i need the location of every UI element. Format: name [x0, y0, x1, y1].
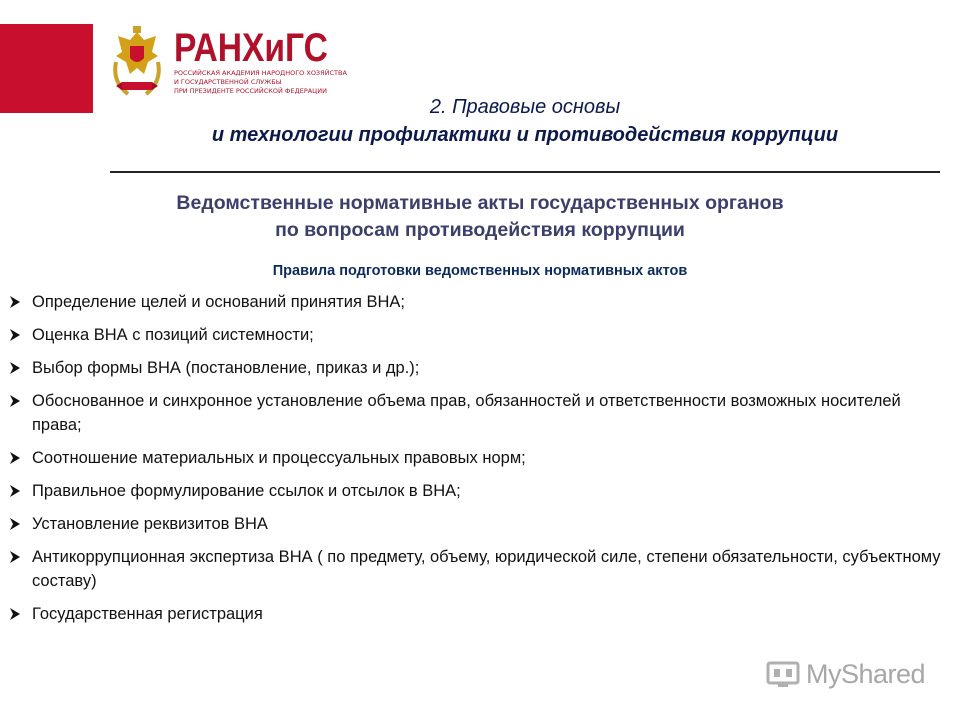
list-item-text: Правильное формулирование ссылок и отсылок в ВНА;: [32, 482, 461, 500]
myshared-watermark: [766, 655, 936, 693]
list-item: [8, 446, 948, 470]
list-item: [8, 389, 948, 437]
list-item: [8, 602, 948, 626]
arrow-bullet-icon: [8, 356, 32, 380]
watermark-text: MyShared: [806, 658, 926, 689]
list-item-text: Соотношение материальных и процессуальных правовых норм;: [32, 449, 526, 467]
list-item: [8, 323, 948, 347]
arrow-bullet-icon: [8, 446, 32, 470]
arrow-bullet-icon: [8, 290, 32, 314]
subtitle-line1: Ведомственные нормативные акты государственных органов: [176, 192, 784, 214]
ranepa-emblem-icon: [108, 22, 166, 100]
list-item-text: Выбор формы ВНА (постановление, приказ и др.);: [32, 359, 420, 377]
list-item: [8, 545, 948, 593]
list-item: [8, 356, 948, 380]
arrow-bullet-icon: [8, 323, 32, 347]
list-item: [8, 290, 948, 314]
list-item-text: Обоснованное и синхронное установление объема прав, обязанностей и ответственности возможных носителей права;: [32, 392, 901, 434]
logo-subtitle-line: И ГОСУДАРСТВЕННОЙ СЛУЖБЫ: [174, 78, 282, 86]
logo-subtitle-line: ПРИ ПРЕЗИДЕНТЕ РОССИЙСКОЙ ФЕДЕРАЦИИ: [174, 87, 327, 95]
myshared-logo-icon: [766, 659, 800, 689]
list-item-text: Государственная регистрация: [32, 605, 263, 623]
list-item-text: Антикоррупционная экспертиза ВНА ( по предмету, объему, юридической силе, степени обязательности, субъектному составу): [32, 548, 941, 590]
bullet-list: [8, 290, 948, 635]
title-divider: [110, 171, 940, 173]
arrow-bullet-icon: [8, 389, 32, 413]
arrow-bullet-icon: [8, 602, 32, 626]
list-item-text: Определение целей и оснований принятия ВНА;: [32, 293, 405, 311]
logo-title: РАНХиГС: [174, 26, 328, 70]
list-item: [8, 512, 948, 536]
rules-heading: Правила подготовки ведомственных нормативных актов: [272, 263, 688, 279]
slide-subtitle: [40, 190, 920, 244]
list-item-text: Оценка ВНА с позиций системности;: [32, 326, 314, 344]
arrow-bullet-icon: [8, 545, 32, 569]
arrow-bullet-icon: [8, 512, 32, 536]
section-title: [110, 93, 940, 149]
ranepa-wordmark: [174, 26, 347, 98]
list-item-text: Установление реквизитов ВНА: [32, 515, 268, 533]
subtitle-line2: по вопросам противодействия коррупции: [275, 219, 685, 241]
section-title-line1: 2. Правовые основы: [429, 96, 621, 118]
arrow-bullet-icon: [8, 479, 32, 503]
section-title-line2: и технологии профилактики и противодействия коррупции: [211, 124, 839, 146]
logo-subtitle-line: РОССИЙСКАЯ АКАДЕМИЯ НАРОДНОГО ХОЗЯЙСТВА: [174, 69, 347, 77]
brand-color-bar: [0, 24, 93, 113]
list-item: [8, 479, 948, 503]
